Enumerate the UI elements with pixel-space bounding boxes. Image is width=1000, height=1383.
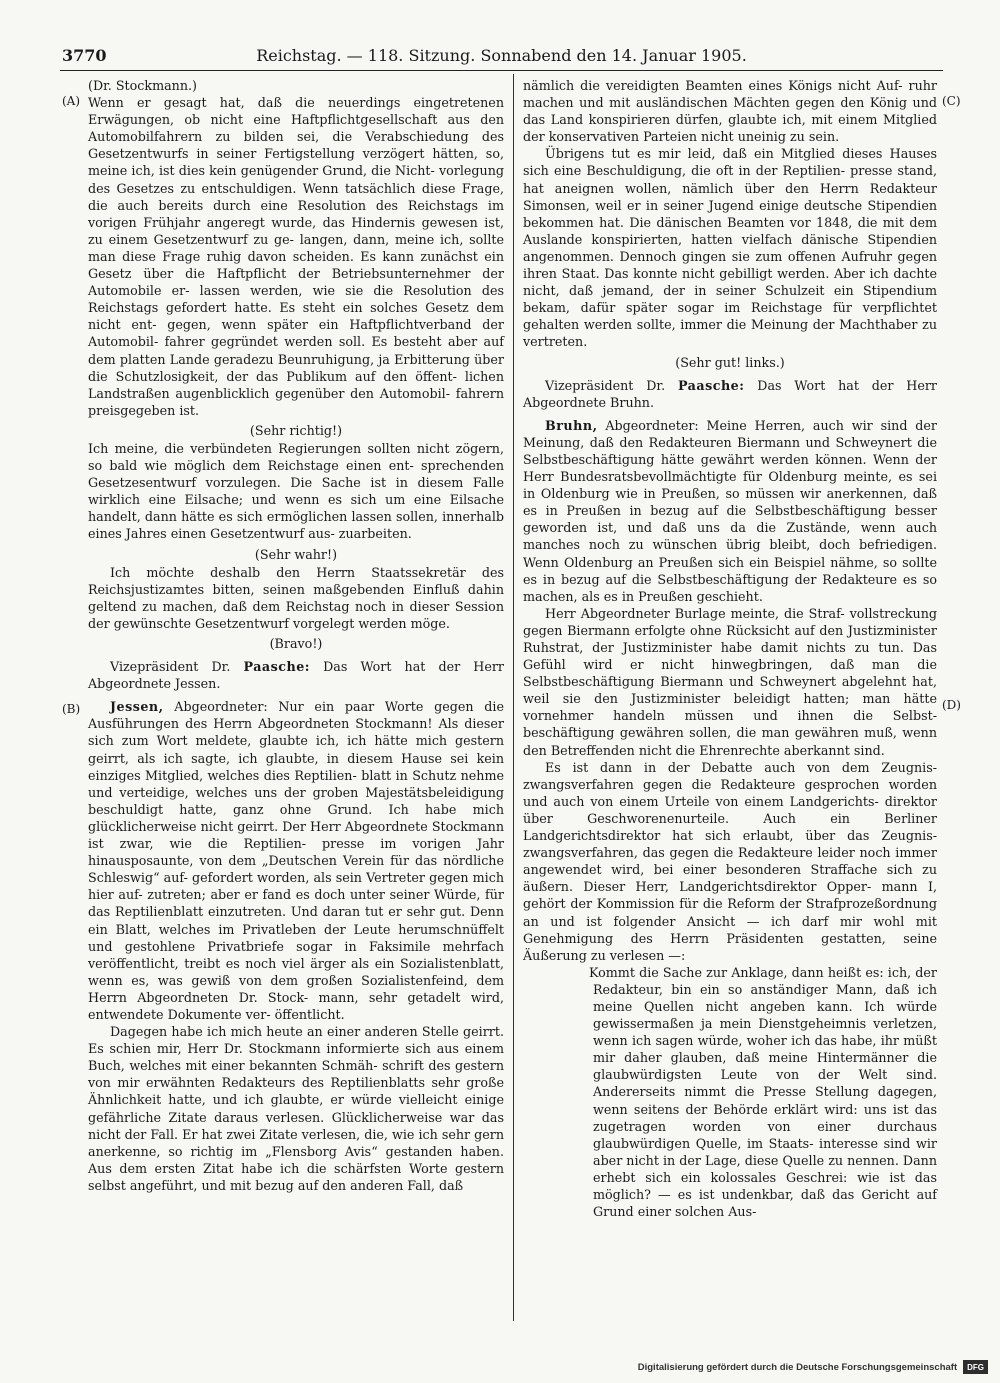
funding-note: Digitalisierung gefördert durch die Deutsche Forschungsgemeinschaft <box>637 1361 958 1373</box>
speaker-name: Bruhn, <box>545 417 598 433</box>
president-text: Das Wort hat der Herr Abgeordnete Jessen. <box>88 659 504 692</box>
paragraph: Ich möchte deshalb den Herrn Staatssekretär des Reichsjustizamtes bitten, seinen maßgebenden Einfluß dahin geltend zu machen, daß dem Reichstag noch in dieser Session der gewünschte Gesetzentwurf vorgelegt werden möge. <box>88 564 504 631</box>
speech-text: Abgeordneter: Nur ein paar Worte gegen die Ausführungen des Herrn Abgeordneten Stockmann! Als dieser sich zum Wort meldete, glaubte ich, ich hätte mich gestern geirrt, als ich sagte, ich glaubte, in diesem Hause sei kein einziges Mitglied, welches dies Reptilien- blatt in Schutz nehme und verteidige, welches uns der groben Majestätsbeleidigung beschuldigt hatte, ganz ohne Grund. Ich habe mich glücklicherweise nicht geirrt. Der Herr Abgeordnete Stockmann ist zwar, wie die Reptilien- presse im vorigen Jahr hinausposaunte, von dem „Deutschen Verein für das nördliche Schleswig“ auf- gefordert worden, als sein Vertreter gegen mich hier auf- zutreten; aber er fand es doch unter seiner Würde, für das Reptilienblatt einzutreten. Und daran tut er sehr gut. Denn ein Blatt, welches im Privatleben der Leute herumschnüffelt und gestohlene Privatbriefe sogar in Faksimile mehrfach veröffentlicht, treibt es noch viel ärger als ein Sozialistenblatt, wenn es, was gewiß von dem großen Sozialistenfeind, dem Herrn Abgeordneten Dr. Stock- mann, sehr getadelt wird, entwendete Dokumente ver- öffentlicht. <box>88 699 504 1022</box>
quotation: Kommt die Sache zur Anklage, dann heißt es: ich, der Redakteur, bin ein so anständiger Mann, daß ich meine Quellen nicht angeben kann. Ich würde gewissermaßen ja mein Dienstgeheimnis verletzen, wenn ich sagen würde, woher ich das habe, ihr müßt mir daher glauben, daß meine Hintermänner die glaubwürdigsten Leute von der Welt sind. Andererseits nimmt die Presse Stellung dagegen, wenn seitens der Behörde erklärt wird: uns ist das zugetragen worden von einer durchaus glaubwürdigen Quelle, im Staats- interesse sind wir aber nicht in der Lage, diese Quelle zu nennen. Dann erhebt sich ein kolossales Geschrei: wie ist das möglich? — es ist undenkbar, daß das Gericht auf Grund einer solchen Aus- <box>589 964 937 1220</box>
paragraph: Dagegen habe ich mich heute an einer anderen Stelle geirrt. Es schien mir, Herr Dr. Stockmann informierte sich aus einem Buch, welches mit einer bekannten Schmäh- schrift des gestern von mir erwähnten Redakteurs des Reptilienblatts sehr große Ähnlichkeit hatte, und ich glaubte, er würde vielleicht einige gefährliche Zitate daraus verlesen. Glücklicherweise war das nicht der Fall. Er hat zwei Zitate verlesen, die, wie ich sehr gern anerkenne, so richtig im „Flensborg Avis“ gestanden haben. Aus dem ersten Zitat habe ich die schärfsten Worte gestern selbst angeführt, und mit bezug auf den anderen Fall, daß <box>88 1024 504 1193</box>
running-title: Reichstag. — 118. Sitzung. Sonnabend den 14. Januar 1905. <box>256 46 747 65</box>
president-lead: Vizepräsident Dr. <box>545 377 666 393</box>
president-lead: Vizepräsident Dr. <box>110 659 231 675</box>
dfg-logo-icon: DFG <box>963 1360 988 1374</box>
column-divider <box>513 74 514 1321</box>
paragraph: Herr Abgeordneter Burlage meinte, die Straf- vollstreckung gegen Biermann erfolgte ohne Rücksicht auf den Justizminister Ruhstrat, der Justizminister habe damit nichts zu tun. Das Gefühl wird er nicht hinwegbringen, daß man die Selbstbeschäftigung Biermann und Schweynert abgelehnt hat, weil sie den Justizminister beleidigt hatten; man hätte vornehmer handeln müssen und ihnen die Selbst- beschäftigung gewähren sollen, die man gewähren muß, wenn den Betreffenden nicht die Ehrenrechte aberkannt sind. <box>523 605 937 758</box>
president-name: Paasche: <box>677 377 745 393</box>
interjection: (Sehr gut! links.) <box>675 354 785 370</box>
president-text: Das Wort hat der Herr Abgeordnete Bruhn. <box>523 377 937 410</box>
interjection: (Bravo!) <box>269 636 323 651</box>
speaker-reference: (Dr. Stockmann.) <box>88 78 198 93</box>
interjection: (Sehr wahr!) <box>254 546 338 562</box>
paragraph: Wenn er gesagt hat, daß die neuerdings eingetretenen Erwägungen, ob nicht eine Haftpflichtgesellschaft aus den Automobilfahrern zu bilden sei, die Verabschiedung des Gesetzentwurfs in seiner Fertigstellung verzögert hätten, so, meine ich, ist dies kein genügender Grund, die Nicht- vorlegung des Gesetzes zu entschuldigen. Wenn tatsächlich diese Frage, die auch bereits durch eine Resolution des Reichstags im vorigen Frühjahr angeregt wurde, das Hindernis gewesen ist, zu einem Gesetzentwurf zu ge- langen, dann, meine ich, sollte man diese Frage ruhig davon scheiden. Es kann zunächst ein Gesetz über die Haftpflicht der Betriebsunternehmer der Automobile er- lassen werden, wie sie die Resolution des Reichstags gefordert hatte. Es steht ein solches Gesetz dem nicht ent- gegen, wenn später ein Haftpflichtverband der Automobil- fahrer gegründet werden soll. Es besteht aber auf dem platten Lande geradezu Beunruhigung, ja Erbitterung über die Schutzlosigkeit, der das Publikum auf den öffent- lichen Landstraßen augenblicklich gegenüber den Automobil- fahrern preisgegeben ist. <box>88 95 504 418</box>
speech-text: Abgeordneter: Meine Herren, auch wir sind der Meinung, daß den Redakteuren Biermann und Schweynert die Selbstbeschäftigung hätte gewährt werden können. Wenn der Herr Bundesratsbevollmächtigte für Oldenburg meinte, es sei in Oldenburg wie in Preußen, so müssen wir anerkennen, daß es in Preußen in bezug auf die Selbstbeschäftigung besser geworden ist, und daß uns da die Zustände, wenn auch manches noch zu wünschen übrig bleibt, doch befriedigen. Wenn Oldenburg an Preußen sich ein Beispiel nähme, so sollte es in bezug auf die Selbstbeschäftigung der Redakteure es so machen, als es in Preußen geschieht. <box>523 417 937 604</box>
paragraph: Ich meine, die verbündeten Regierungen sollten nicht zögern, so bald wie möglich dem Reichstage einen ent- sprechenden Gesetzesentwurf vorzulegen. Die Sache ist in diesem Falle wirklich eine Eilsache; und wenn es sich um eine Eilsache handelt, dann hätte es sich ermöglichen lassen sollen, innerhalb eines Jahres einen Gesetzentwurf aus- zuarbeiten. <box>88 440 504 542</box>
left-column <box>88 77 504 1194</box>
margin-marker-a: (A) <box>62 94 81 108</box>
margin-marker-d: (D) <box>942 698 961 712</box>
page-number: 3770 <box>62 46 107 65</box>
president-name: Paasche: <box>243 659 310 675</box>
paragraph: nämlich die vereidigten Beamten eines Königs nicht Auf- ruhr machen und mit ausländischen Mächten gegen den König und das Land konspirieren dürfen, glaubte ich, mit einem Mitglied der konservativen Parteien nicht uneinig zu sein. <box>523 78 937 145</box>
president-statement <box>523 377 937 411</box>
speech-paragraph <box>88 698 504 1023</box>
right-column <box>523 77 937 1220</box>
margin-marker-c: (C) <box>942 94 961 108</box>
speech-paragraph <box>523 417 937 605</box>
footer <box>638 1358 988 1376</box>
margin-marker-b: (B) <box>62 702 81 716</box>
president-statement <box>88 658 504 692</box>
paragraph: Übrigens tut es mir leid, daß ein Mitglied dieses Hauses sich eine Beschuldigung, die oft in der Reptilien- presse stand, hat aneignen wollen, nämlich über den Herrn Redakteur Simonsen, weil er in seiner Jugend einige deutsche Stipendien bekommen hat. Die dänischen Beamten vor 1848, die mit dem Auslande konspirierten, hatten vielfach dänische Stipendien angenommen. Dennoch gingen sie zum offenen Aufruhr gegen ihren Staat. Das konnte nicht gebilligt werden. Aber ich dachte nicht, daß jemand, der in seiner Schulzeit ein Stipendium bekam, dafür später sogar im Reichstage für verpflichtet gehalten werden sollte, immer die Meinung der Machthaber zu vertreten. <box>523 146 937 350</box>
paragraph: Es ist dann in der Debatte auch von dem Zeugnis- zwangsverfahren gegen die Redakteure gesprochen worden und auch von einem Urteile von einem Landgerichts- direktor über Geschworenenurteile. Auch ein Berliner Landgerichtsdirektor hat sich erlaubt, über das Zeugnis- zwangsverfahren, das gegen die Redakteure leider noch immer angewendet wird, bei einer besonderen Straffache sich zu äußern. Dieser Herr, Landgerichtsdirektor Opper- mann I, gehört der Kommission für die Reform der Strafprozeßordnung an und ist folgender Ansicht — ich darf mir wohl mit Genehmigung des Herrn Präsidenten gestatten, seine Äußerung zu verlesen —: <box>523 759 937 963</box>
speaker-name: Jessen, <box>110 699 164 715</box>
interjection: (Sehr richtig!) <box>249 422 343 438</box>
page-header <box>60 42 943 71</box>
